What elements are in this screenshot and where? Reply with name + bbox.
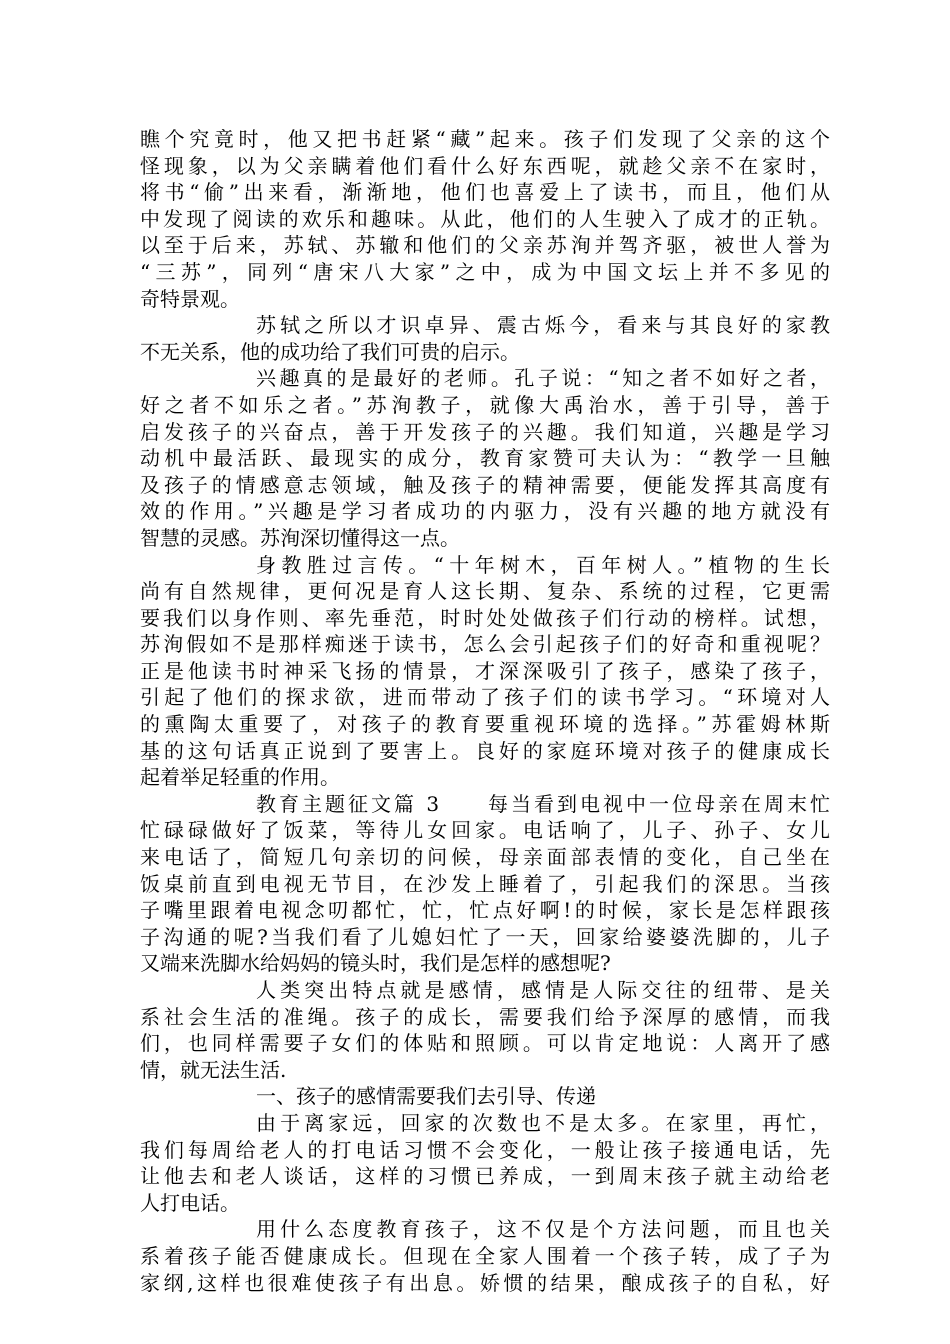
text-line: 由于离家远，回家的次数也不是太多。在家里，再忙， [256,1110,830,1135]
text-line: 让他去和老人谈话，这样的习惯已养成，一到周末孩子就主动给老 [140,1164,830,1189]
section-heading: 一、孩子的感情需要我们去引导、传递 [256,1084,596,1109]
text-line: 又端来洗脚水给妈妈的镜头时，我们是怎样的感想呢? [140,951,611,976]
text-line: 正是他读书时神采飞扬的情景，才深深吸引了孩子，感染了孩子， [140,658,830,683]
text-line: 引起了他们的探求欲，进而带动了孩子们的读书学习。“环境对人 [140,685,830,710]
document-body [140,126,830,1296]
text-line: 来电话了，简短几句亲切的问候，母亲面部表情的变化，自己坐在 [140,845,830,870]
text-line: 奇特景观。 [140,286,240,311]
text-line: “三苏”，同列“唐宋八大家”之中，成为中国文坛上并不多见的 [140,259,830,284]
text-line: 人打电话。 [140,1190,240,1215]
text-line: 基的这句话真正说到了要害上。良好的家庭环境对孩子的健康成长 [140,738,830,763]
text-line: 用什么态度教育孩子，这不仅是个方法问题，而且也关 [256,1217,830,1242]
text-line: 怪现象，以为父亲瞒着他们看什么好东西呢，就趁父亲不在家时， [140,153,830,178]
text-line: 我们每周给老人的打电话习惯不会变化，一般让孩子接通电话，先 [140,1137,830,1162]
text-line: 不无关系，他的成功给了我们可贵的启示。 [140,339,520,364]
text-line: 要我们以身作则、率先垂范，时时处处做孩子们行动的榜样。试想， [140,605,830,630]
text-line: 启发孩子的兴奋点，善于开发孩子的兴趣。我们知道，兴趣是学习 [140,419,830,444]
text-line: 忙碌碌做好了饭菜，等待儿女回家。电话响了，儿子、孙子、女儿 [140,818,830,843]
text-line: 将书“偷”出来看，渐渐地，他们也喜爱上了读书，而且，他们从 [140,180,830,205]
text-line: 动机中最活跃、最现实的成分，教育家赞可夫认为：“教学一旦触 [140,446,830,471]
text-line: 人类突出特点就是感情，感情是人际交往的纽带、是关 [256,978,830,1002]
text-line: 身教胜过言传。“十年树木，百年树人。”植物的生长 [256,552,830,577]
text-line: 家纲,这样也很难使孩子有出息。娇惯的结果，酿成孩子的自私，好 [140,1270,830,1295]
text-line: 的熏陶太重要了，对孩子的教育要重视环境的选择。”苏霍姆林斯 [140,712,830,737]
text-line: 瞧个究竟时，他又把书赶紧“藏”起来。孩子们发现了父亲的这个 [140,127,830,151]
text-line: 们，也同样需要子女们的体贴和照顾。可以肯定地说：人离开了感 [140,1031,830,1056]
text-line: 起着举足轻重的作用。 [140,765,340,790]
text-line: 中发现了阅读的欢乐和趣味。从此，他们的人生驶入了成才的正轨。 [140,206,830,231]
text-line: 以至于后来，苏轼、苏辙和他们的父亲苏洵并驾齐驱，被世人誉为 [140,233,830,258]
text-line: 好之者不如乐之者。”苏洵教子，就像大禹治水，善于引导，善于 [140,392,830,417]
text-line: 效的作用。”兴趣是学习者成功的内驱力，没有兴趣的地方就没有 [140,499,830,524]
text-line: 饭桌前直到电视无节目，在沙发上睡着了，引起我们的深思。当孩 [140,871,830,896]
text-line: 兴趣真的是最好的老师。孔子说：“知之者不如好之者， [256,366,830,391]
text-line: 子嘴里跟着电视念叨都忙，忙，忙点好啊!的时候，家长是怎样跟孩 [140,898,830,923]
text-line: 教育主题征文篇 3 每当看到电视中一位母亲在周末忙 [256,791,830,816]
text-line: 及孩子的情感意志领域，触及孩子的精神需要，便能发挥其高度有 [140,472,830,497]
text-line: 尚有自然规律，更何况是育人这长期、复杂、系统的过程，它更需 [140,579,830,604]
text-line: 子沟通的呢?当我们看了儿媳妇忙了一天，回家给婆婆洗脚的，儿子 [140,924,830,949]
text-line: 系着孩子能否健康成长。但现在全家人围着一个孩子转，成了子为 [140,1243,830,1268]
text-line: 情，就无法生活. [140,1057,287,1082]
text-line: 苏洵假如不是那样痴迷于读书，怎么会引起孩子们的好奇和重视呢？ [140,632,830,657]
text-line: 系社会生活的准绳。孩子的成长，需要我们给予深厚的感情，而我 [140,1004,830,1029]
text-line: 苏轼之所以才识卓异、震古烁今，看来与其良好的家教 [256,313,830,338]
text-line: 智慧的灵感。苏洵深切懂得这一点。 [140,525,460,550]
